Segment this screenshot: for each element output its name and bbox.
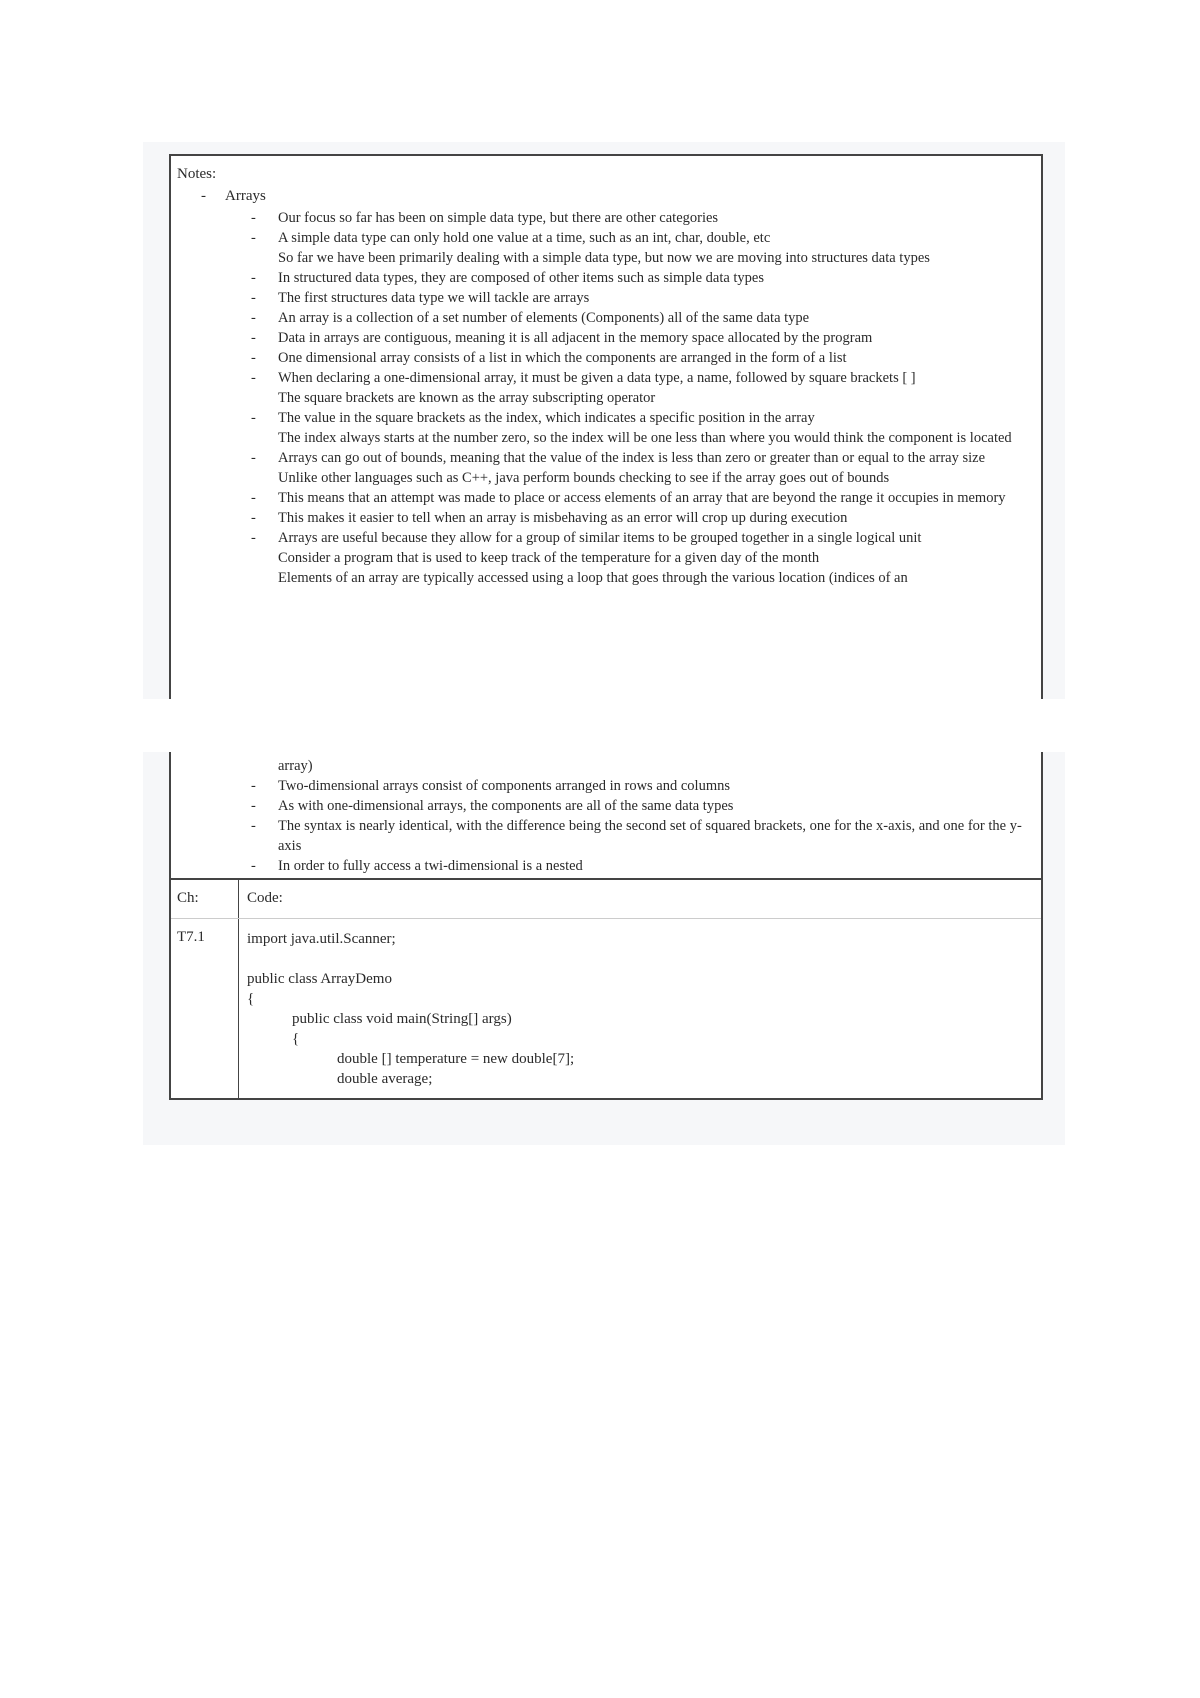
- list-item: [251, 368, 1041, 408]
- list-item-text: Data in arrays are contiguous, meaning it is all adjacent in the memory space allocated by the program: [278, 330, 873, 346]
- list-item-text: One dimensional array consists of a list in which the components are arranged in the form of a list: [278, 350, 847, 366]
- code-line: [247, 949, 1033, 969]
- list-item: [251, 328, 1041, 348]
- bullet-dash: -: [251, 510, 256, 526]
- list-item-text: When declaring a one-dimensional array, it must be given a data type, a name, followed by square brackets [ ]: [278, 370, 916, 386]
- code-line: {: [247, 1031, 300, 1047]
- code-line: double average;: [247, 1071, 433, 1087]
- list-item-subtext: Elements of an array are typically accessed using a loop that goes through the various location (indices of an: [278, 570, 908, 586]
- list-item-text: This makes it easier to tell when an array is misbehaving as an error will crop up during execution: [278, 510, 848, 526]
- bullet-dash: -: [251, 310, 256, 326]
- list-item-text: The value in the square brackets as the index, which indicates a specific position in the array: [278, 410, 815, 426]
- notes-box-continued: [169, 752, 1043, 1100]
- list-item: [251, 208, 1041, 228]
- list-item-text: In order to fully access a twi-dimensional is a nested: [278, 858, 583, 874]
- page-card-2: [143, 752, 1065, 1145]
- topic-title: Arrays: [225, 188, 266, 204]
- list-item: [251, 288, 1041, 308]
- bullet-dash: -: [251, 410, 256, 426]
- code-line: {: [247, 991, 255, 1007]
- notes-list-continued: [251, 776, 1041, 876]
- list-item-subtext: The square brackets are known as the array subscripting operator: [278, 390, 656, 406]
- list-item: [251, 408, 1041, 448]
- list-item-text: As with one-dimensional arrays, the components are all of the same data types: [278, 798, 734, 814]
- header-code: Code:: [247, 890, 283, 906]
- list-item: [251, 268, 1041, 288]
- code-line: public class ArrayDemo: [247, 971, 392, 987]
- bullet-dash: -: [251, 290, 256, 306]
- list-item-text: This means that an attempt was made to place or access elements of an array that are beyond the range it occupies in memory: [278, 490, 1006, 506]
- code-table: [171, 878, 1041, 1099]
- table-header-row: [171, 880, 1041, 919]
- list-item: [251, 528, 1041, 588]
- list-item-text: Our focus so far has been on simple data type, but there are other categories: [278, 210, 719, 226]
- list-item-text: The syntax is nearly identical, with the difference being the second set of squared brackets, one for the x-axis, and one for the y-axis: [278, 818, 1022, 854]
- list-item-text: An array is a collection of a set number of elements (Components) all of the same data type: [278, 310, 810, 326]
- list-item-text: In structured data types, they are composed of other items such as simple data types: [278, 270, 765, 286]
- list-item: [251, 488, 1041, 508]
- bullet-dash: -: [251, 210, 256, 226]
- bullet-dash: -: [251, 798, 256, 814]
- notes-list: [251, 208, 1041, 588]
- code-line: import java.util.Scanner;: [247, 931, 396, 947]
- list-item: [251, 308, 1041, 328]
- list-item-subtext: Unlike other languages such as C++, java perform bounds checking to see if the array goes out of bounds: [278, 470, 890, 486]
- bullet-dash: -: [251, 270, 256, 286]
- list-item-text: Two-dimensional arrays consist of components arranged in rows and columns: [278, 778, 731, 794]
- bullet-dash: -: [251, 530, 256, 546]
- list-item-subtext: Consider a program that is used to keep track of the temperature for a given day of the month: [278, 550, 820, 566]
- code-line: public class void main(String[] args): [247, 1011, 512, 1027]
- continuation-text: array): [278, 758, 313, 774]
- bullet-dash: -: [251, 818, 256, 834]
- code-block: [239, 919, 1041, 1099]
- bullet-dash: -: [251, 370, 256, 386]
- topic-bullet: -: [201, 188, 206, 204]
- header-ch: Ch:: [171, 880, 239, 918]
- list-item-subtext: The index always starts at the number zero, so the index will be one less than where you would think the component is located: [278, 430, 1012, 446]
- list-item: [251, 856, 1041, 876]
- list-item: [251, 508, 1041, 528]
- list-item-text: A simple data type can only hold one value at a time, such as an int, char, double, etc: [278, 230, 771, 246]
- row-ch: T7.1: [171, 919, 239, 1099]
- list-item-text: The first structures data type we will tackle are arrays: [278, 290, 590, 306]
- list-item-subtext: So far we have been primarily dealing with a simple data type, but now we are moving into structures data types: [278, 250, 930, 266]
- notes-box: [169, 154, 1043, 699]
- list-item: [251, 776, 1041, 796]
- code-line: double [] temperature = new double[7];: [247, 1051, 575, 1067]
- bullet-dash: -: [251, 350, 256, 366]
- topic-heading: [201, 188, 266, 205]
- list-item: [251, 228, 1041, 268]
- table-row: [171, 919, 1041, 1099]
- notes-label: Notes:: [177, 166, 217, 182]
- list-item-text: Arrays can go out of bounds, meaning that the value of the index is less than zero or greater than or equal to the array size: [278, 450, 986, 466]
- page-card-1: [143, 142, 1065, 699]
- bullet-dash: -: [251, 858, 256, 874]
- bullet-dash: -: [251, 490, 256, 506]
- bullet-dash: -: [251, 450, 256, 466]
- list-item: [251, 348, 1041, 368]
- list-item: [251, 448, 1041, 488]
- bullet-dash: -: [251, 330, 256, 346]
- bullet-dash: -: [251, 230, 256, 246]
- list-item: [251, 816, 1041, 856]
- bullet-dash: -: [251, 778, 256, 794]
- list-item-text: Arrays are useful because they allow for a group of similar items to be grouped together in a single logical unit: [278, 530, 922, 546]
- list-item: [251, 796, 1041, 816]
